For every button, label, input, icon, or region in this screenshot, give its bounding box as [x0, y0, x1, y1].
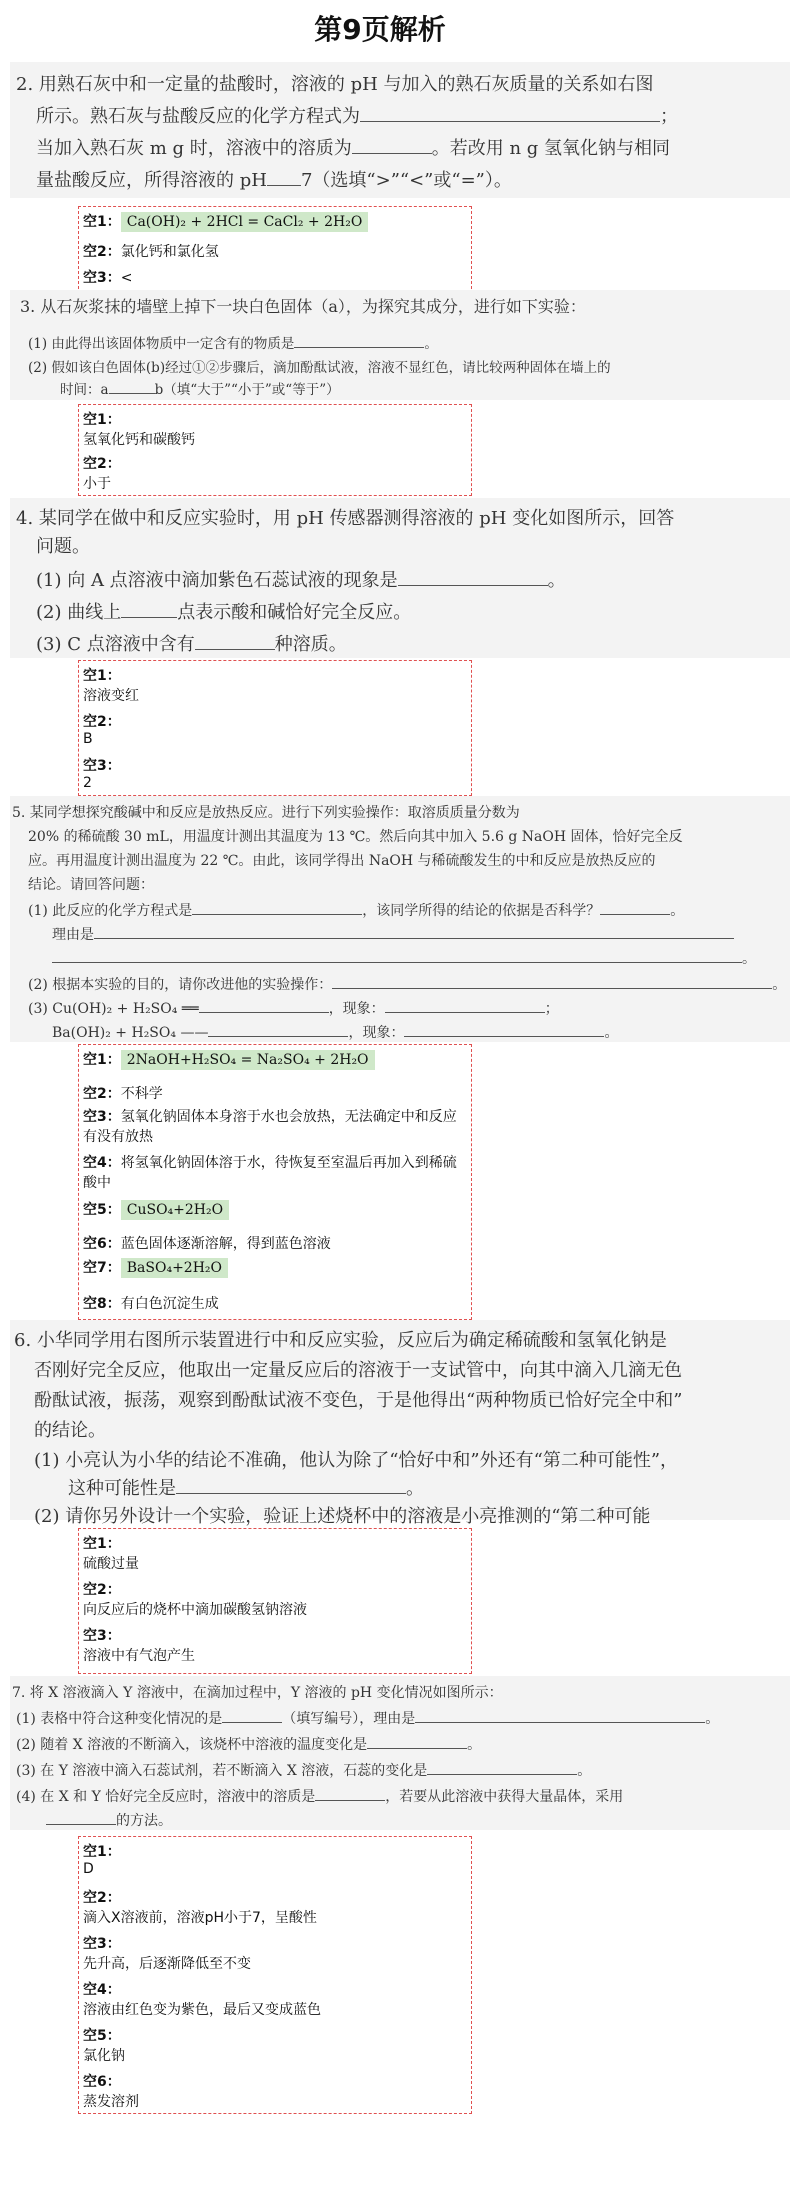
q2-answer-2: 空2：氯化钙和氯化氢: [83, 244, 219, 260]
q4-answer-1-value: 溶液变红: [83, 688, 139, 704]
q6-answer-3: 空3：: [83, 1628, 121, 1644]
q7-answer-3-value: 先升高，后逐渐降低至不变: [83, 1956, 251, 1972]
q3-line-1: 3. 从石灰浆抹的墙壁上掉下一块白色固体（a），为探究其成分，进行如下实验：: [20, 297, 586, 316]
q4-line-5: (3) C 点溶液中含有 种溶质。: [36, 630, 347, 656]
page-title: 第9页解析: [314, 13, 446, 46]
q2-line-2: 所示。熟石灰与盐酸反应的化学方程式为 ；: [36, 102, 678, 128]
question-6: [10, 1320, 790, 1527]
q6-line-7: (2) 请你另外设计一个实验，验证上述烧杯中的溶液是小亮推测的“第二种可能: [34, 1506, 651, 1527]
q3-line-4: 时间：a b（填“大于”“小于”或“等于”）: [60, 378, 340, 398]
q2-line-3: 当加入熟石灰 m g 时，溶液中的溶质为 。若改用 n g 氢氧化钠与相同: [36, 134, 670, 160]
q5-answer-8: 空8：有白色沉淀生成: [83, 1296, 219, 1312]
q7-answer-1-value: D: [83, 1861, 94, 1877]
q2-answer-1: 空1： Ca(OH)₂ + 2HCl = CaCl₂ + 2H₂O: [83, 211, 467, 232]
q4-answer-2-value: B: [83, 731, 93, 747]
q6-answer-3-value: 溶液中有气泡产生: [83, 1648, 195, 1664]
q3-line-2: (1) 由此得出该固体物质中一定含有的物质是 。: [28, 332, 438, 352]
q5-answer-4: 空4：将氢氧化钠固体溶于水，待恢复至室温后再加入到稀硫酸中: [83, 1155, 457, 1191]
q7-answer-6: 空6：: [83, 2074, 121, 2090]
q4-answer-1: 空1：: [83, 668, 121, 684]
q7-line-1: 7. 将 X 溶液滴入 Y 溶液中，在滴加过程中，Y 溶液的 pH 变化情况如图所示：: [12, 1685, 503, 1701]
q5-answer-6: 空6：蓝色固体逐渐溶解，得到蓝色溶液: [83, 1236, 331, 1252]
q2-line-4: 量盐酸反应，所得溶液的 pH 7（选填“>”“<”或“=”）。: [36, 166, 512, 192]
q7-answer-5-value: 氯化钠: [83, 2048, 125, 2064]
q7-answer-6-value: 蒸发溶剂: [83, 2094, 139, 2110]
q7-answer-3: 空3：: [83, 1936, 121, 1952]
q4-answer-3: 空3：: [83, 758, 121, 774]
q5-answer-box: [78, 1044, 472, 1320]
q3-line-3: (2) 假如该白色固体(b)经过①②步骤后，滴加酚酞试液，溶液不显红色，请比较两种固体在墙上的: [28, 360, 611, 376]
q4-answer-3-value: 2: [83, 775, 92, 791]
q5-answer-5: 空5： CuSO₄+2H₂O: [83, 1199, 467, 1220]
q4-answer-box: [78, 660, 472, 796]
q3-answer-2-value: 小于: [83, 476, 111, 492]
q7-answer-5: 空5：: [83, 2028, 121, 2044]
q6-answer-box: [78, 1528, 472, 1674]
q6-answer-1: 空1：: [83, 1536, 121, 1552]
q3-answer-1-value: 氢氧化钙和碳酸钙: [83, 432, 195, 448]
q2-answer-box: [78, 206, 472, 294]
q5-line-5: (1) 此反应的化学方程式是 ，该同学所得的结论的依据是否科学？ 。: [28, 900, 684, 920]
q6-answer-2-value: 向反应后的烧杯中滴加碳酸氢钠溶液: [83, 1602, 307, 1618]
q2-line-1: 2. 用熟石灰中和一定量的盐酸时，溶液的 pH 与加入的熟石灰质量的关系如右图: [16, 74, 654, 95]
q7-line-5: (4) 在 X 和 Y 恰好完全反应时，溶液中的溶质是 ，若要从此溶液中获得大量晶体，采用: [16, 1786, 623, 1806]
question-7: [10, 1676, 790, 1830]
q6-line-4: 的结论。: [34, 1420, 106, 1441]
q4-line-4: (2) 曲线上 点表示酸和碱恰好完全反应。: [36, 598, 411, 624]
q4-line-2: 问题。: [36, 536, 90, 557]
q7-line-3: (2) 随着 X 溶液的不断滴入，该烧杯中溶液的温度变化是 。: [16, 1734, 481, 1754]
q6-line-3: 酚酞试液，振荡，观察到酚酞试液不变色，于是他得出“两种物质已恰好完全中和”: [34, 1390, 683, 1411]
q4-line-3: (1) 向 A 点溶液中滴加紫色石蕊试液的现象是 。: [36, 566, 566, 592]
q6-line-5: (1) 小亮认为小华的结论不准确，他认为除了“恰好中和”外还有“第二种可能性”，: [34, 1450, 679, 1471]
q7-answer-4-value: 溶液由红色变为紫色，最后又变成蓝色: [83, 2002, 321, 2018]
question-2: [10, 62, 790, 198]
q7-line-6: 的方法。: [46, 1810, 172, 1830]
q6-line-2: 否刚好完全反应，他取出一定量反应后的溶液于一支试管中，向其中滴入几滴无色: [34, 1360, 682, 1381]
q4-answer-2: 空2：: [83, 714, 121, 730]
q3-answer-1: 空1：: [83, 412, 121, 428]
q5-answer-7: 空7： BaSO₄+2H₂O: [83, 1257, 467, 1278]
q5-line-8: (3) Cu(OH)₂ + H₂SO₄ ══ ，现象： ；: [28, 998, 559, 1018]
q7-answer-4: 空4：: [83, 1982, 121, 1998]
q2-answer-3: 空3：<: [83, 270, 133, 286]
q5-line-2: 20% 的稀硫酸 30 mL，用温度计测出其温度为 13 ℃。然后向其中加入 5.6 g NaOH 固体，恰好完全反: [28, 829, 683, 845]
q5-line-3: 应。再用温度计测出温度为 22 ℃。由此，该同学得出 NaOH 与稀硫酸发生的中和反应是放热反应的: [28, 853, 656, 869]
q3-answer-box: [78, 404, 472, 496]
q5-answer-2: 空2：不科学: [83, 1086, 163, 1102]
q6-answer-2: 空2：: [83, 1582, 121, 1598]
q7-line-4: (3) 在 Y 溶液中滴入石蕊试剂，若不断滴入 X 溶液，石蕊的变化是 。: [16, 1760, 591, 1780]
q6-line-6: 这种可能性是 。: [68, 1474, 424, 1500]
q6-line-1: 6. 小华同学用右图所示装置进行中和反应实验，反应后为确定稀硫酸和氢氧化钠是: [14, 1330, 667, 1351]
q5-line-4: 结论。请回答问题：: [28, 877, 154, 893]
q3-answer-2: 空2：: [83, 456, 121, 472]
question-5: [10, 796, 790, 1042]
q4-line-1: 4. 某同学在做中和反应实验时，用 pH 传感器测得溶液的 pH 变化如图所示，回答: [16, 508, 675, 529]
q5-line-9: Ba(OH)₂ + H₂SO₄ —— ，现象： 。: [52, 1022, 618, 1042]
question-3: [10, 290, 790, 400]
q5-answer-3: 空3：氢氧化钠固体本身溶于水也会放热，无法确定中和反应有没有放热: [83, 1109, 457, 1145]
q7-answer-1: 空1：: [83, 1844, 121, 1860]
q7-answer-box: [78, 1836, 472, 2114]
q5-line-6: 理由是: [52, 924, 734, 944]
q7-line-2: (1) 表格中符合这种变化情况的是 （填写编号），理由是 。: [16, 1708, 719, 1728]
q5-line-7: (2) 根据本实验的目的，请你改进他的实验操作： 。: [28, 974, 786, 994]
q5-answer-1: 空1： 2NaOH+H₂SO₄ = Na₂SO₄ + 2H₂O: [83, 1049, 467, 1070]
q7-answer-2-value: 滴入X溶液前，溶液pH小于7，呈酸性: [83, 1910, 317, 1926]
q5-line-1: 5. 某同学想探究酸碱中和反应是放热反应。进行下列实验操作：取溶质质量分数为: [12, 805, 520, 821]
q5-line-6b: 。: [52, 948, 756, 968]
q6-answer-1-value: 硫酸过量: [83, 1556, 139, 1572]
question-4: [10, 498, 790, 658]
q7-answer-2: 空2：: [83, 1890, 121, 1906]
